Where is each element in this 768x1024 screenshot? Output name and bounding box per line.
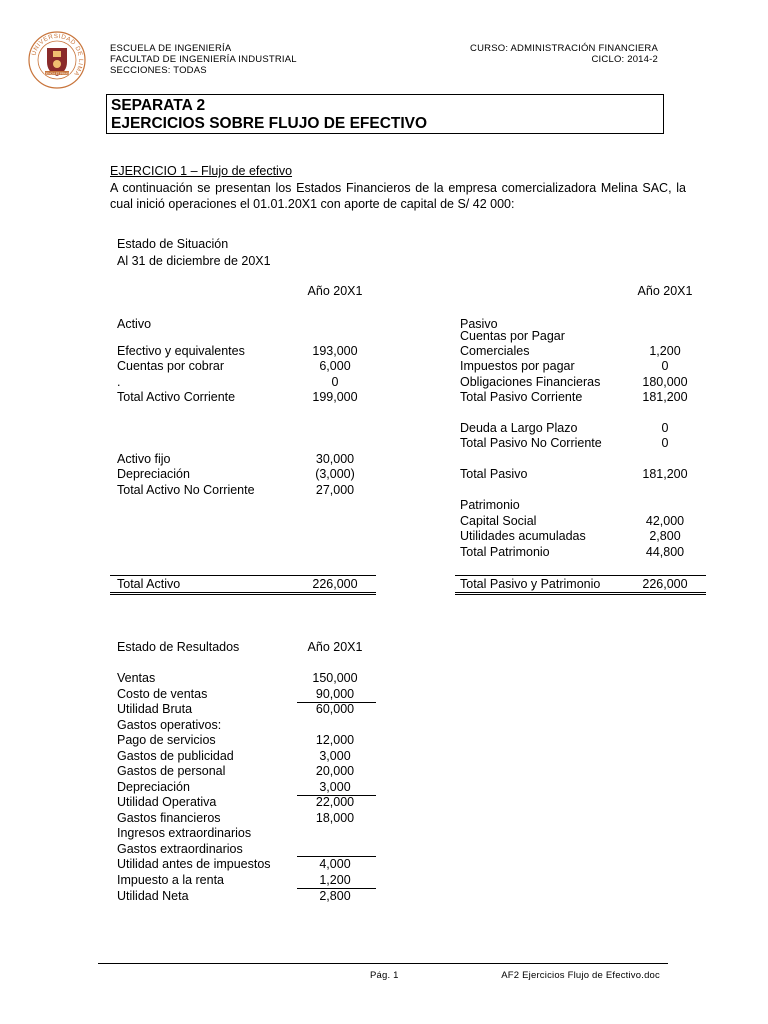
income-row-label: Utilidad Bruta <box>117 702 193 716</box>
rule-total-assets-bottom-2 <box>110 594 376 595</box>
equity-label: Utilidades acumuladas <box>460 529 586 543</box>
liability-label: Obligaciones Financieras <box>460 375 601 389</box>
income-row-label: Utilidad antes de impuestos <box>117 857 271 871</box>
income-row-label: Ingresos extraordinarios <box>117 826 252 840</box>
total-assets-label: Total Activo <box>117 577 181 591</box>
income-row-label: Gastos de personal <box>117 764 226 778</box>
income-row-label: Pago de servicios <box>117 733 216 747</box>
title-line-1: SEPARATA 2 <box>111 97 206 114</box>
income-row-value: 90,000 <box>315 687 355 701</box>
total-current-liabilities-value: 181,200 <box>642 390 688 404</box>
total-noncurrent-assets-value: 27,000 <box>315 483 355 497</box>
exercise-heading: EJERCICIO 1 – Flujo de efectivo <box>110 164 293 178</box>
income-row-value: 150,000 <box>312 671 358 685</box>
asset-label: Depreciación <box>117 467 190 481</box>
university-logo <box>27 30 87 90</box>
income-row-value: 3,000 <box>319 780 351 794</box>
income-row-label: Gastos extraordinarios <box>117 842 243 856</box>
asset-label: . <box>117 375 121 389</box>
income-row-label: Gastos operativos: <box>117 718 222 732</box>
asset-value: (3,000) <box>315 467 355 481</box>
equity-heading: Patrimonio <box>460 498 520 512</box>
total-noncurrent-assets-label: Total Activo No Corriente <box>117 483 255 497</box>
asset-label: Activo fijo <box>117 452 171 466</box>
total-liab-equity-label: Total Pasivo y Patrimonio <box>460 577 601 591</box>
equity-value: 42,000 <box>645 514 685 528</box>
assets-heading: Activo <box>117 317 152 331</box>
income-row-value: 2,800 <box>319 889 351 903</box>
liability-label: Comerciales <box>460 344 530 358</box>
total-assets-value: 226,000 <box>312 577 358 591</box>
total-noncurrent-liabilities-label: Total Pasivo No Corriente <box>460 436 602 450</box>
rule-total-liab-equity-top <box>455 575 706 576</box>
liabilities-year-header: Año 20X1 <box>637 284 693 298</box>
liability-value: 0 <box>661 359 669 373</box>
logo-ring-text: UNIVERSIDAD DE LIMA <box>30 32 85 78</box>
total-current-liabilities-label: Total Pasivo Corriente <box>460 390 583 404</box>
footer-page-number: Pág. 1 <box>370 970 399 981</box>
rule-total-liab-equity-bottom-1 <box>455 592 706 593</box>
footer-filename: AF2 Ejercicios Flujo de Efectivo.doc <box>501 970 660 981</box>
footer-rule <box>98 963 668 964</box>
header-right-line-1: CURSO: ADMINISTRACIÓN FINANCIERA <box>470 43 658 54</box>
total-current-assets-value: 199,000 <box>312 390 358 404</box>
income-row-value: 12,000 <box>315 733 355 747</box>
header-right-line-2: CICLO: 2014-2 <box>591 54 658 65</box>
liability-value: 1,200 <box>649 344 681 358</box>
total-liab-equity-value: 226,000 <box>642 577 688 591</box>
liability-value: 0 <box>661 421 669 435</box>
total-equity-value: 44,800 <box>645 545 685 559</box>
equity-value: 2,800 <box>649 529 681 543</box>
asset-value: 0 <box>331 375 339 389</box>
income-row-label: Utilidad Operativa <box>117 795 217 809</box>
total-current-assets-label: Total Activo Corriente <box>117 390 236 404</box>
balance-date: Al 31 de diciembre de 20X1 <box>117 254 271 268</box>
total-equity-label: Total Patrimonio <box>460 545 550 559</box>
rule-total-assets-top <box>110 575 376 576</box>
title-box <box>106 94 664 134</box>
income-row-label: Ventas <box>117 671 156 685</box>
balance-title: Estado de Situación <box>117 237 229 251</box>
header-left-line-1: ESCUELA DE INGENIERÍA <box>110 43 232 54</box>
total-liabilities-label: Total Pasivo <box>460 467 528 481</box>
income-row-value: 60,000 <box>315 702 355 716</box>
rule-total-liab-equity-bottom-2 <box>455 594 706 595</box>
income-row-label: Gastos financieros <box>117 811 221 825</box>
income-row-value: 3,000 <box>319 749 351 763</box>
asset-value: 193,000 <box>312 344 358 358</box>
asset-label: Cuentas por cobrar <box>117 359 225 373</box>
logo-motto: CIENCIA ET PRAXIS <box>43 71 71 76</box>
income-row-value: 20,000 <box>315 764 355 778</box>
asset-value: 30,000 <box>315 452 355 466</box>
asset-value: 6,000 <box>319 359 351 373</box>
header-left-line-2: FACULTAD DE INGENIERÍA INDUSTRIAL <box>110 54 297 65</box>
rule-total-assets-bottom-1 <box>110 592 376 593</box>
income-row-label: Gastos de publicidad <box>117 749 234 763</box>
liability-label: Cuentas por Pagar <box>460 329 565 343</box>
asset-label: Efectivo y equivalentes <box>117 344 245 358</box>
income-row-label: Depreciación <box>117 780 190 794</box>
liability-label: Deuda a Largo Plazo <box>460 421 578 435</box>
income-year-header: Año 20X1 <box>307 640 363 654</box>
income-row-label: Costo de ventas <box>117 687 208 701</box>
liabilities-heading: Pasivo <box>460 317 498 331</box>
income-row-value: 18,000 <box>315 811 355 825</box>
income-row-value: 22,000 <box>315 795 355 809</box>
liability-value: 180,000 <box>642 375 688 389</box>
income-title: Estado de Resultados <box>117 640 240 654</box>
equity-label: Capital Social <box>460 514 537 528</box>
header-left-line-3: SECCIONES: TODAS <box>110 65 207 76</box>
income-row-value: 4,000 <box>319 857 351 871</box>
liability-label: Impuestos por pagar <box>460 359 575 373</box>
title-line-2: EJERCICIOS SOBRE FLUJO DE EFECTIVO <box>111 115 428 132</box>
income-row-label: Impuesto a la renta <box>117 873 225 887</box>
exercise-intro: A continuación se presentan los Estados Financieros de la empresa comercializadora Melina SAC, la cual inició operaciones el 01.01.20X1 con aporte de capital de S/ 42 000: <box>110 181 686 211</box>
total-noncurrent-liabilities-value: 0 <box>661 436 669 450</box>
income-row-value: 1,200 <box>319 873 351 887</box>
assets-year-header: Año 20X1 <box>307 284 363 298</box>
total-liabilities-value: 181,200 <box>642 467 688 481</box>
income-row-label: Utilidad Neta <box>117 889 189 903</box>
